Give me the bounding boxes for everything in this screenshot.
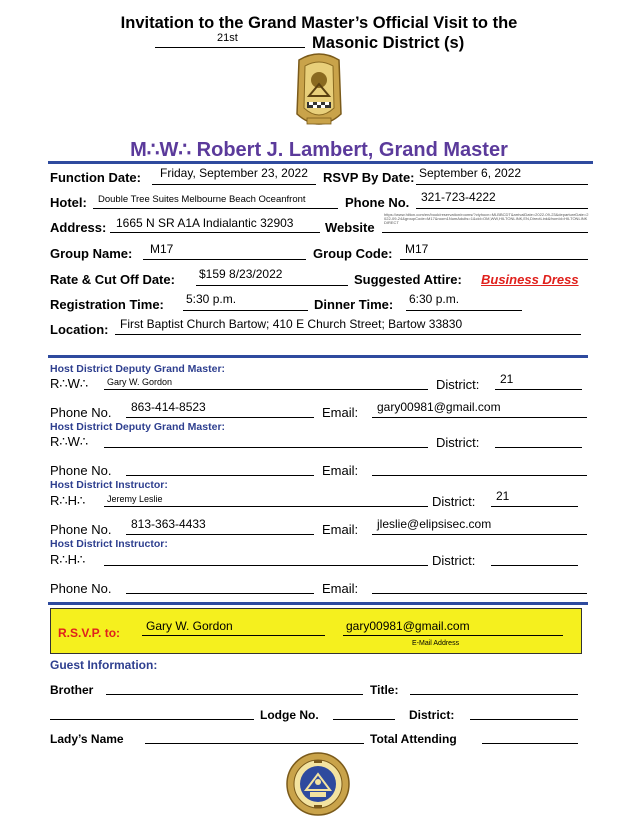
phone-line [416, 208, 588, 209]
host-email-line-2 [372, 475, 587, 476]
address-value[interactable]: 1665 N SR A1A Indialantic 32903 [116, 216, 294, 230]
host-name-line-3 [104, 506, 428, 507]
host-district-line-1 [495, 389, 582, 390]
host-district-label-3: District: [432, 494, 476, 509]
rsvp-email-caption: E-Mail Address [412, 640, 460, 647]
host-email-label-3: Email: [322, 522, 359, 537]
host-ddgm-header-2: Host District Deputy Grand Master: [50, 421, 226, 433]
district-number: 21st [217, 32, 238, 44]
hotel-value[interactable]: Double Tree Suites Melbourne Beach Oceanfront [98, 194, 306, 205]
group-code-value[interactable]: M17 [405, 242, 429, 256]
group-code-line [400, 259, 588, 260]
host-name-line-1 [104, 389, 428, 390]
host-name-1[interactable]: Gary W. Gordon [107, 377, 173, 387]
rate-label: Rate & Cut Off Date: [50, 272, 175, 287]
host-email-3[interactable]: jleslie@elipsisec.com [377, 517, 492, 531]
grand-lodge-florida-seal-icon [286, 752, 350, 816]
host-district-line-2 [495, 447, 582, 448]
host-title-1: R∴W∴ [50, 376, 89, 391]
dinner-time-label: Dinner Time: [314, 297, 394, 312]
section-divider-2 [48, 602, 588, 605]
phone-label: Phone No. [345, 195, 410, 210]
host-name-line-4 [104, 565, 428, 566]
host-title-3: R∴H∴ [50, 493, 86, 508]
host-email-label-4: Email: [322, 581, 359, 596]
rsvp-name[interactable]: Gary W. Gordon [146, 619, 233, 633]
brother-line[interactable] [106, 694, 363, 695]
host-email-label-2: Email: [322, 463, 359, 478]
total-attending-line[interactable] [482, 743, 578, 744]
host-phone-3[interactable]: 813-363-4433 [131, 517, 206, 531]
website-label: Website [325, 220, 375, 235]
section-divider-1 [48, 355, 588, 358]
host-district-line-3 [491, 506, 578, 507]
function-date-line [152, 184, 316, 185]
host-instructor-header-1: Host District Instructor: [50, 479, 168, 491]
guest-title-label: Title: [370, 683, 399, 697]
brother-label: Brother [50, 683, 94, 697]
host-email-label-1: Email: [322, 405, 359, 420]
rate-line [196, 285, 348, 286]
host-phone-line-1 [126, 417, 314, 418]
lodge-line[interactable] [333, 719, 395, 720]
address-label: Address: [50, 220, 107, 235]
rate-value[interactable]: $159 8/23/2022 [199, 267, 283, 281]
rsvp-by-label: RSVP By Date: [323, 170, 415, 185]
host-district-label-2: District: [436, 435, 480, 450]
host-title-2: R∴W∴ [50, 434, 89, 449]
rsvp-by-value[interactable]: September 6, 2022 [419, 166, 522, 180]
lodge-label: Lodge No. [260, 708, 319, 722]
address-line [110, 232, 320, 233]
host-phone-line-3 [126, 534, 314, 535]
host-district-label-4: District: [432, 553, 476, 568]
dinner-time-value[interactable]: 6:30 p.m. [409, 292, 460, 306]
host-phone-label-4: Phone No. [50, 581, 112, 596]
host-email-line-3 [372, 534, 587, 535]
dinner-time-line [406, 310, 522, 311]
invitation-title: Invitation to the Grand Master’s Official Visit to the [120, 14, 518, 32]
host-district-3[interactable]: 21 [496, 489, 510, 503]
hotel-line [93, 208, 338, 209]
attire-label: Suggested Attire: [354, 272, 462, 287]
district-line [155, 47, 305, 48]
rsvp-email[interactable]: gary00981@gmail.com [346, 619, 470, 633]
hotel-label: Hotel: [50, 195, 87, 210]
website-line [382, 232, 588, 233]
host-instructor-header-2: Host District Instructor: [50, 538, 168, 550]
hotel-phone-value[interactable]: 321-723-4222 [421, 190, 496, 204]
rsvp-by-line [416, 184, 588, 185]
guest-district-label: District: [409, 708, 455, 722]
host-phone-label-1: Phone No. [50, 405, 112, 420]
host-email-1[interactable]: gary00981@gmail.com [377, 400, 501, 414]
host-district-label-1: District: [436, 377, 480, 392]
host-title-4: R∴H∴ [50, 552, 86, 567]
host-phone-line-4 [126, 593, 314, 594]
function-date-label: Function Date: [50, 170, 141, 185]
group-code-label: Group Code: [313, 246, 393, 261]
host-district-line-4 [491, 565, 578, 566]
guest-extra-line[interactable] [50, 719, 254, 720]
function-date-value[interactable]: Friday, September 23, 2022 [160, 166, 308, 180]
host-email-line-1 [372, 417, 587, 418]
host-phone-label-3: Phone No. [50, 522, 112, 537]
location-label: Location: [50, 322, 109, 337]
host-email-line-4 [372, 593, 587, 594]
guest-district-line[interactable] [470, 719, 578, 720]
location-line [115, 334, 581, 335]
rsvp-label: R.S.V.P. to: [58, 626, 121, 640]
total-attending-label: Total Attending [370, 732, 457, 746]
host-phone-line-2 [126, 475, 314, 476]
group-name-line [143, 259, 306, 260]
registration-time-value[interactable]: 5:30 p.m. [186, 292, 237, 306]
host-name-line-2 [104, 447, 428, 448]
guest-title-line[interactable] [410, 694, 578, 695]
guest-info-header: Guest Information: [50, 658, 158, 672]
attire-value: Business Dress [481, 272, 579, 287]
masonic-district-label: Masonic District (s) [312, 34, 465, 52]
location-value[interactable]: First Baptist Church Bartow; 410 E Church Street; Bartow 33830 [120, 317, 463, 331]
registration-time-label: Registration Time: [50, 297, 164, 312]
grand-lodge-seal-icon [287, 52, 351, 132]
group-name-label: Group Name: [50, 246, 133, 261]
host-ddgm-header-1: Host District Deputy Grand Master: [50, 363, 226, 375]
title-divider [48, 161, 593, 164]
host-district-1[interactable]: 21 [500, 372, 514, 386]
group-name-value[interactable]: M17 [150, 242, 174, 256]
website-value[interactable]: https://www.hilton.com/en/book/reservation/rooms/?ctyhocn=MLBBCDT&arrivalDate=2022-09-23&departureDate=2022-09-24&groupCode=M17&room1NumAdults=1&cid=OM,WW,HILTONLINK,EN,DirectLink&fromId=HILTONLINKDIRECT [384, 213, 589, 225]
lady-name-label: Lady’s Name [50, 732, 124, 746]
rsvp-box [50, 608, 582, 654]
lady-name-line[interactable] [145, 743, 364, 744]
rsvp-name-line [142, 635, 325, 636]
rsvp-email-line [343, 635, 563, 636]
host-phone-label-2: Phone No. [50, 463, 112, 478]
grand-master-name: M∴W∴ Robert J. Lambert, Grand Master [130, 139, 508, 161]
host-phone-1[interactable]: 863-414-8523 [131, 400, 206, 414]
host-name-3[interactable]: Jeremy Leslie [107, 494, 163, 504]
registration-time-line [183, 310, 308, 311]
